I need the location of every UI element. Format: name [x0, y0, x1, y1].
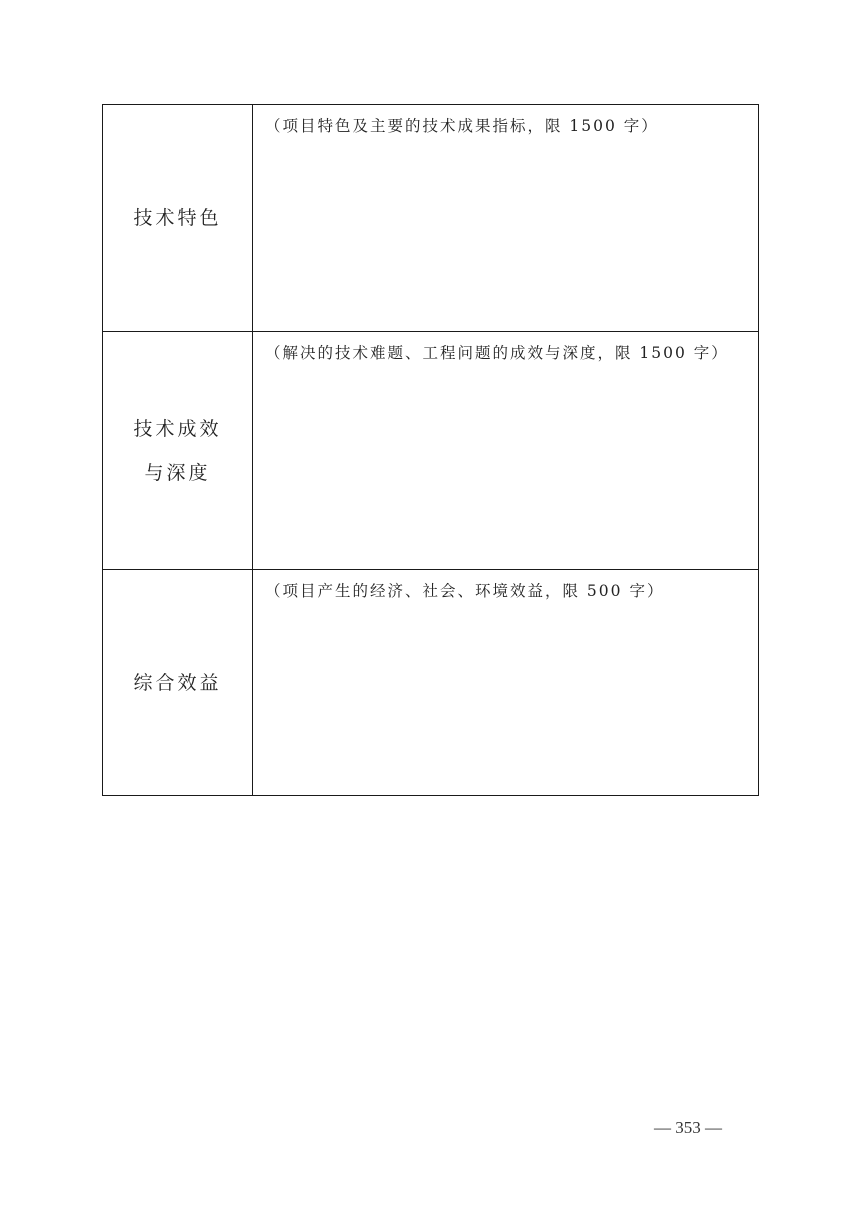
row-label [133, 407, 221, 495]
table-row-technical-features [103, 105, 758, 332]
instruction-hint: （解决的技术难题、工程问题的成效与深度，限 1500 字） [265, 344, 729, 362]
row-label-cell [103, 570, 253, 796]
row-label [133, 661, 221, 705]
instruction-hint: （项目特色及主要的技术成果指标，限 1500 字） [265, 117, 659, 135]
row-label-line: 技术成效 [133, 417, 222, 440]
row-label-line: 技术特色 [133, 207, 222, 229]
row-label-cell [103, 332, 253, 569]
content-cell-technical-features[interactable] [253, 105, 758, 331]
page-number: — 353 — [654, 1118, 722, 1137]
row-label-line: 综合效益 [133, 672, 222, 694]
instruction-hint: （项目产生的经济、社会、环境效益，限 500 字） [265, 582, 665, 600]
content-cell-comprehensive-benefits[interactable] [253, 570, 758, 796]
table-row-technical-effect [103, 332, 758, 570]
row-label-cell [103, 105, 253, 331]
table-row-comprehensive-benefits [103, 570, 758, 796]
form-table [102, 104, 759, 796]
row-label [133, 196, 221, 240]
content-cell-technical-effect[interactable] [253, 332, 758, 569]
row-label-line: 与深度 [144, 461, 211, 484]
